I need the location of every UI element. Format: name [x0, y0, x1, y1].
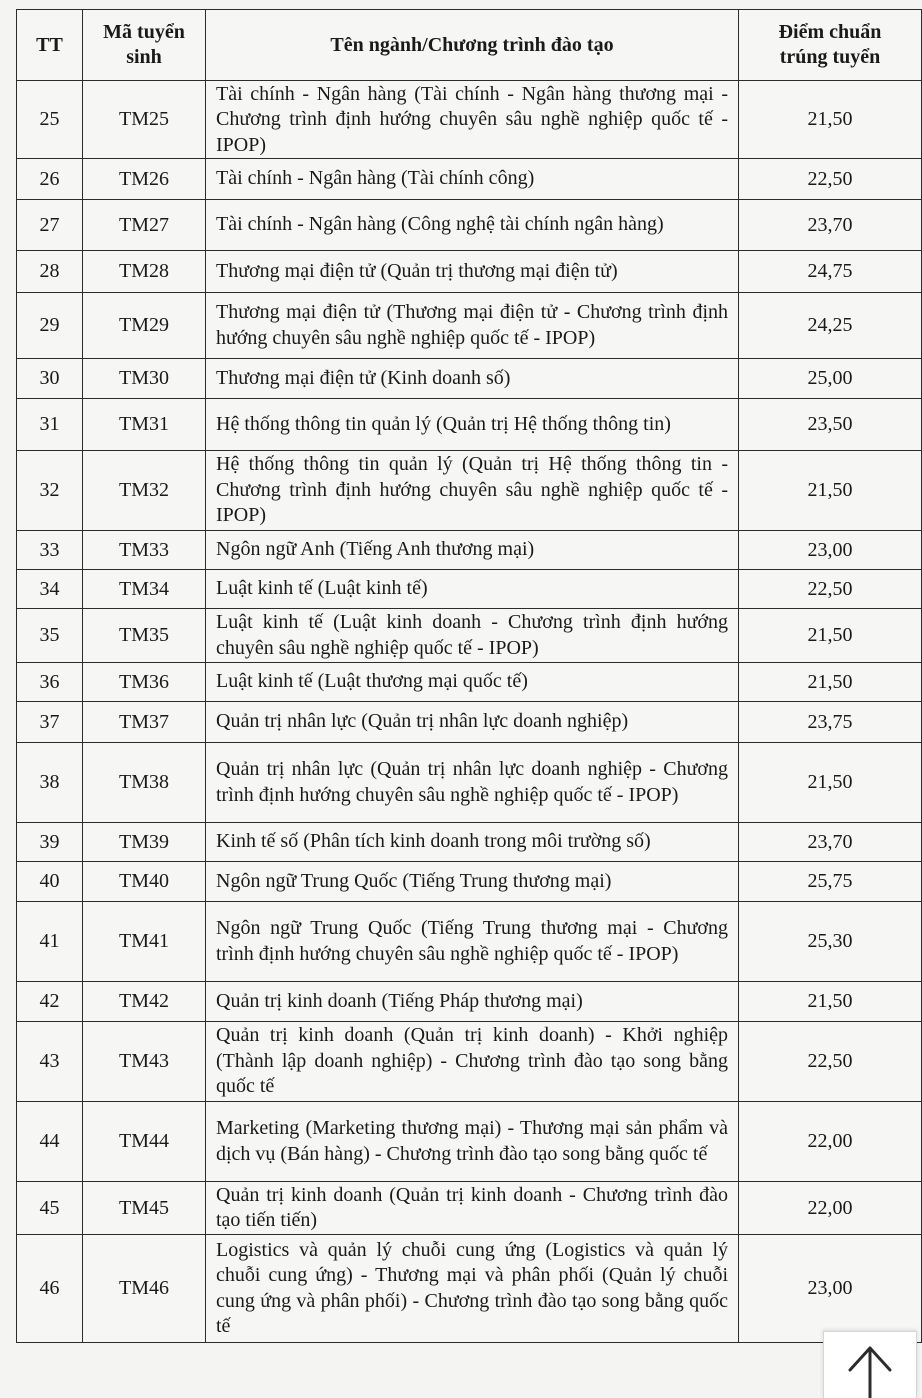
- row-program-name: Hệ thống thông tin quản lý (Quản trị Hệ thống thông tin): [216, 412, 671, 435]
- row-program-name: Luật kinh tế (Luật kinh tế): [216, 577, 428, 600]
- row-program-name: Quản trị kinh doanh (Quản trị kinh doanh - Chương trình đào tạo tiến tiến): [216, 1183, 728, 1231]
- table-row: [17, 81, 922, 159]
- row-score: 23,70: [739, 823, 922, 862]
- row-code: TM43: [83, 1022, 206, 1102]
- row-program-name: Tài chính - Ngân hàng (Công nghệ tài chính ngân hàng): [216, 213, 664, 236]
- row-program-name: Thương mại điện tử (Thương mại điện tử - Chương trình định hướng chuyên sâu nghề nghiệp quốc tế - IPOP): [216, 301, 728, 349]
- row-code: TM28: [83, 251, 206, 293]
- row-code: TM25: [83, 81, 206, 159]
- table-row: [17, 570, 922, 609]
- row-score: 25,75: [739, 862, 922, 902]
- table-row: [17, 251, 922, 293]
- row-score: 23,50: [739, 399, 922, 451]
- row-code: TM26: [83, 159, 206, 200]
- row-code: TM38: [83, 743, 206, 823]
- row-code: TM34: [83, 570, 206, 609]
- row-tt: 26: [17, 159, 83, 200]
- row-score: 25,30: [739, 902, 922, 982]
- table-row: [17, 982, 922, 1022]
- scroll-to-top-button[interactable]: [823, 1331, 917, 1398]
- row-tt: 39: [17, 823, 83, 862]
- row-code: TM46: [83, 1235, 206, 1343]
- row-score: 22,50: [739, 570, 922, 609]
- row-code: TM32: [83, 451, 206, 531]
- row-tt: 42: [17, 982, 83, 1022]
- row-score: 21,50: [739, 982, 922, 1022]
- table-row: [17, 702, 922, 743]
- row-code: TM39: [83, 823, 206, 862]
- row-tt: 36: [17, 663, 83, 702]
- row-score: 23,00: [739, 531, 922, 570]
- row-tt: 25: [17, 81, 83, 159]
- row-score: 22,50: [739, 1022, 922, 1102]
- row-score: 22,50: [739, 159, 922, 200]
- row-program-name: Marketing (Marketing thương mại) - Thương mại sản phẩm và dịch vụ (Bán hàng) - Chương trình đào tạo song bằng quốc tế: [216, 1117, 728, 1165]
- header-tt: TT: [17, 10, 83, 81]
- row-program-name: Kinh tế số (Phân tích kinh doanh trong môi trường số): [216, 830, 651, 853]
- table-row: [17, 862, 922, 902]
- row-score: 21,50: [739, 743, 922, 823]
- table-row: [17, 823, 922, 862]
- row-tt: 33: [17, 531, 83, 570]
- row-code: TM29: [83, 293, 206, 359]
- table-row: [17, 609, 922, 663]
- row-tt: 46: [17, 1235, 83, 1343]
- row-tt: 44: [17, 1102, 83, 1182]
- row-score: 22,00: [739, 1102, 922, 1182]
- admission-scores-table: [16, 9, 922, 1343]
- table-header-row: [17, 10, 922, 81]
- row-score: 24,75: [739, 251, 922, 293]
- row-score: 25,00: [739, 359, 922, 399]
- table-row: [17, 743, 922, 823]
- row-tt: 32: [17, 451, 83, 531]
- table-row: [17, 293, 922, 359]
- row-program-name: Ngôn ngữ Anh (Tiếng Anh thương mại): [216, 538, 535, 561]
- row-program-name: Thương mại điện tử (Quản trị thương mại điện tử): [216, 259, 618, 282]
- table-row: [17, 359, 922, 399]
- row-program-name: Luật kinh tế (Luật thương mại quốc tế): [216, 670, 528, 693]
- row-code: TM36: [83, 663, 206, 702]
- arrow-up-icon: [842, 1342, 898, 1398]
- row-score: 21,50: [739, 609, 922, 663]
- row-program-name: Quản trị nhân lực (Quản trị nhân lực doanh nghiệp - Chương trình định hướng chuyên sâu nghề nghiệp quốc tế - IPOP): [216, 758, 728, 806]
- table-row: [17, 399, 922, 451]
- table-row: [17, 663, 922, 702]
- table-row: [17, 451, 922, 531]
- row-score: 21,50: [739, 81, 922, 159]
- row-code: TM27: [83, 200, 206, 251]
- table-row: [17, 1235, 922, 1343]
- row-code: TM40: [83, 862, 206, 902]
- row-program-name: Hệ thống thông tin quản lý (Quản trị Hệ thống thông tin - Chương trình định hướng chuyên sâu nghề nghiệp quốc tế - IPOP): [216, 453, 728, 527]
- row-program-name: Quản trị nhân lực (Quản trị nhân lực doanh nghiệp): [216, 710, 629, 733]
- row-score: 21,50: [739, 451, 922, 531]
- header-name: Tên ngành/Chương trình đào tạo: [206, 10, 739, 81]
- row-program-name: Tài chính - Ngân hàng (Tài chính công): [216, 167, 535, 190]
- row-tt: 30: [17, 359, 83, 399]
- table-row: [17, 1022, 922, 1102]
- row-tt: 34: [17, 570, 83, 609]
- row-tt: 40: [17, 862, 83, 902]
- row-tt: 43: [17, 1022, 83, 1102]
- table-row: [17, 1182, 922, 1235]
- row-tt: 41: [17, 902, 83, 982]
- table-row: [17, 200, 922, 251]
- row-tt: 37: [17, 702, 83, 743]
- row-code: TM44: [83, 1102, 206, 1182]
- table-body: [17, 81, 922, 1343]
- row-program-name: Logistics và quản lý chuỗi cung ứng (Logistics và quản lý chuỗi cung ứng) - Thương mại và phân phối (Quản lý chuỗi cung ứng và phân phối) - Chương trình đào tạo song bằng quốc tế: [216, 1238, 728, 1337]
- table-row: [17, 902, 922, 982]
- header-code: Mã tuyển sinh: [83, 10, 206, 81]
- row-program-name: Tài chính - Ngân hàng (Tài chính - Ngân hàng thương mại - Chương trình định hướng chuyên sâu nghề nghiệp quốc tế - IPOP): [216, 82, 728, 156]
- table-row: [17, 159, 922, 200]
- row-program-name: Quản trị kinh doanh (Quản trị kinh doanh) - Khởi nghiệp (Thành lập doanh nghiệp) - Chương trình đào tạo song bằng quốc tế: [216, 1024, 728, 1098]
- row-code: TM41: [83, 902, 206, 982]
- row-program-name: Quản trị kinh doanh (Tiếng Pháp thương mại): [216, 989, 583, 1012]
- table-row: [17, 1102, 922, 1182]
- row-code: TM37: [83, 702, 206, 743]
- row-program-name: Ngôn ngữ Trung Quốc (Tiếng Trung thương mại - Chương trình định hướng chuyên sâu nghề nghiệp quốc tế - IPOP): [216, 917, 728, 965]
- row-program-name: Thương mại điện tử (Kinh doanh số): [216, 366, 511, 389]
- row-score: 23,70: [739, 200, 922, 251]
- row-score: 21,50: [739, 663, 922, 702]
- row-code: TM33: [83, 531, 206, 570]
- row-tt: 45: [17, 1182, 83, 1235]
- row-tt: 28: [17, 251, 83, 293]
- row-score: 24,25: [739, 293, 922, 359]
- row-score: 22,00: [739, 1182, 922, 1235]
- row-code: TM30: [83, 359, 206, 399]
- row-code: TM45: [83, 1182, 206, 1235]
- row-code: TM31: [83, 399, 206, 451]
- row-tt: 27: [17, 200, 83, 251]
- row-tt: 29: [17, 293, 83, 359]
- row-code: TM42: [83, 982, 206, 1022]
- row-program-name: Ngôn ngữ Trung Quốc (Tiếng Trung thương mại): [216, 869, 612, 892]
- header-score: Điểm chuẩn trúng tuyển: [739, 10, 922, 81]
- row-tt: 35: [17, 609, 83, 663]
- row-program-name: Luật kinh tế (Luật kinh doanh - Chương trình định hướng chuyên sâu nghề nghiệp quốc tế - IPOP): [216, 611, 728, 659]
- row-tt: 31: [17, 399, 83, 451]
- table-row: [17, 531, 922, 570]
- row-code: TM35: [83, 609, 206, 663]
- row-tt: 38: [17, 743, 83, 823]
- row-score: 23,00: [739, 1235, 922, 1343]
- row-score: 23,75: [739, 702, 922, 743]
